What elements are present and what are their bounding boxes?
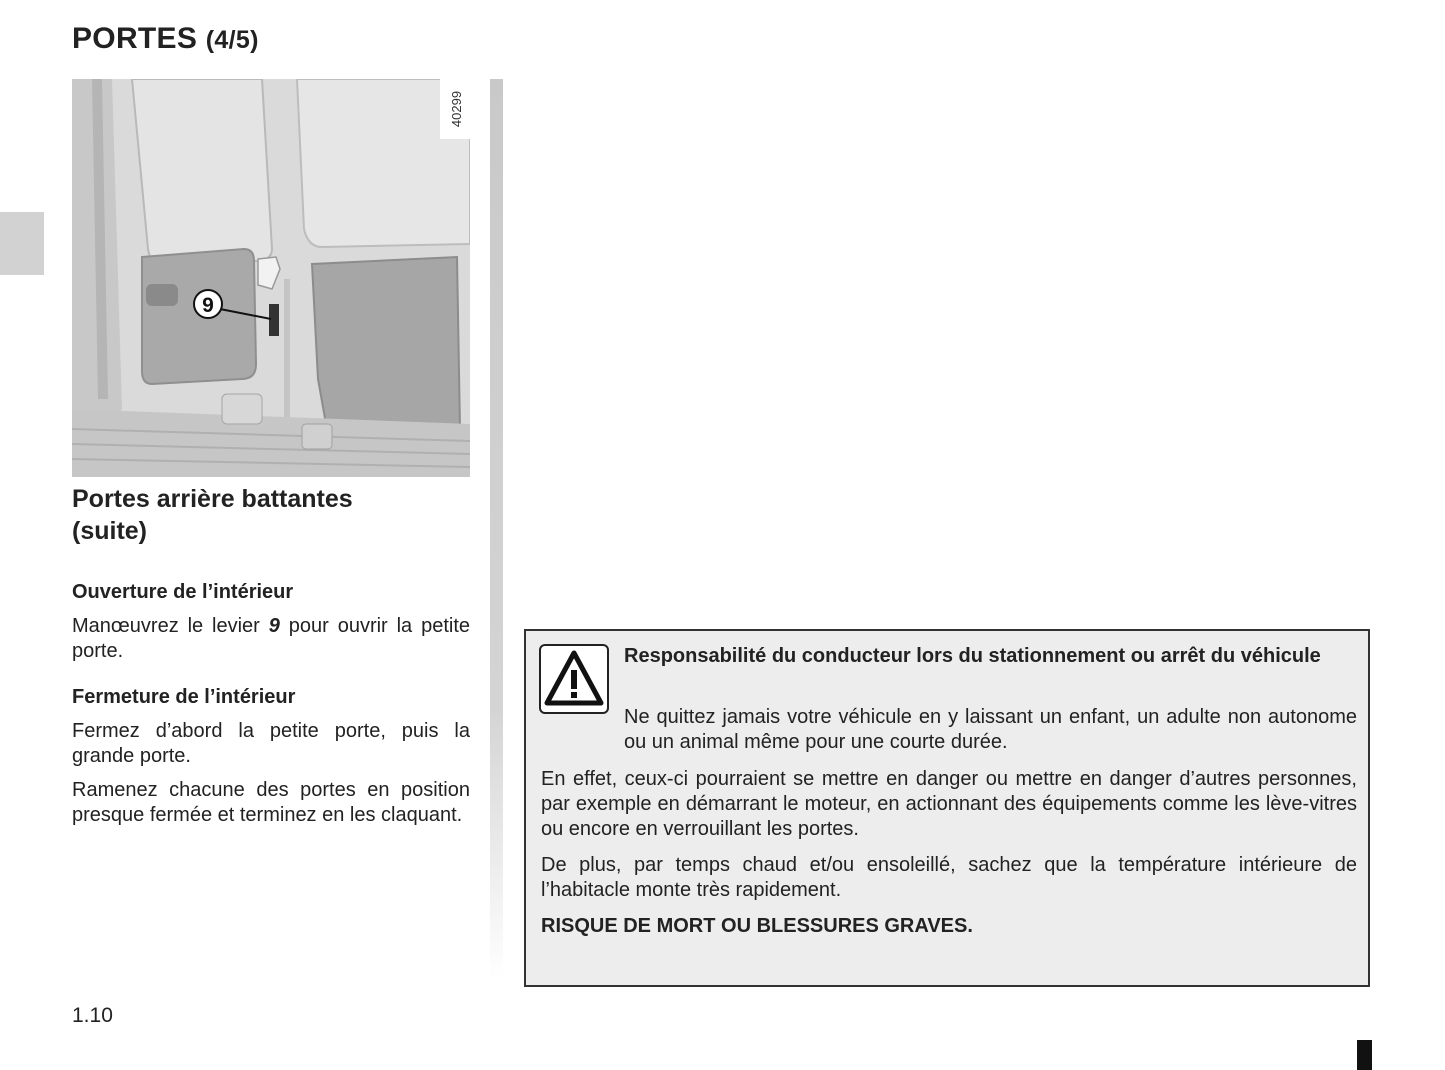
callout-9: 9 [202,294,214,317]
section-title [72,483,470,547]
title-text: PORTES [72,22,198,55]
warning-box [524,629,1370,987]
closing-paragraph-1: Fermez d’abord la petite porte, puis la grande porte. [72,720,470,767]
page-number: 1.10 [72,1004,113,1027]
left-column [72,483,470,837]
warning-paragraph-3: De plus, par temps chaud et/ou ensoleillé, sachez que la température intérieure de l’habitacle monte très rapidement. [541,854,1357,901]
section-title-line2: (suite) [72,517,147,545]
closing-paragraph-2: Ramenez chacune des portes en position presque fermée et terminez en les claquant. [72,779,470,826]
title-part: (4/5) [205,26,259,54]
warning-risk: RISQUE DE MORT OU BLESSURES GRAVES. [541,915,973,937]
page-corner-mark [1357,1040,1372,1070]
figure-ref-code: 40299 [449,90,464,128]
rear-door-photo [72,79,470,477]
opening-text-before: Manœuvrez le levier [72,615,269,637]
opening-text-after: pour ouvrir la petite porte. [72,615,470,662]
section-title-line1: Portes arrière battantes [72,485,353,513]
warning-paragraph-2: En effet, ceux-ci pourraient se mettre en danger ou mettre en danger d’autres personnes, par exemple en démarrant le moteur, en actionnant des équipements comme les lève-vitres ou encore en verrouillant les portes. [541,768,1357,840]
warning-body [541,767,1357,939]
opening-text [72,614,470,664]
lever-number: 9 [268,615,280,637]
column-divider [490,79,503,979]
warning-paragraph-1: Ne quittez jamais votre véhicule en y laissant un enfant, un adulte non autonome ou un animal même pour une courte durée. [624,706,1357,753]
warning-triangle-icon [539,644,609,714]
warning-heading: Responsabilité du conducteur lors du stationnement ou arrêt du véhicule [624,645,1321,667]
page-title [72,22,259,56]
chapter-tab [0,212,44,275]
opening-heading: Ouverture de l’intérieur [72,581,294,603]
closing-heading: Fermeture de l’intérieur [72,686,296,708]
